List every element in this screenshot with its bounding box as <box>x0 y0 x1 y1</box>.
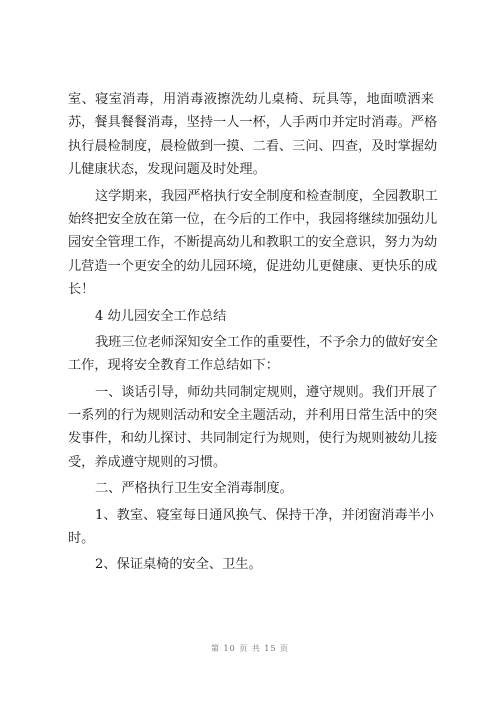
text-line: 受，养成遵守规则的习惯。 <box>68 454 227 470</box>
text-line: 发事件，和幼儿探讨、共同制定行为规则，使行为规则被幼儿接 <box>68 431 438 447</box>
text-line: 园安全管理工作，不断提高幼儿和教职工的安全意识，努力为幼 <box>68 235 438 251</box>
document-body <box>68 88 438 577</box>
section-heading: 4 幼儿园安全工作总结 <box>95 308 227 324</box>
text-line: 我班三位老师深知安全工作的重要性，不予余力的做好安全 <box>95 334 438 350</box>
text-line: 儿营造一个更安全的幼儿园环境，促进幼儿更健康、更快乐的成 <box>68 258 438 274</box>
text-line: 长！ <box>68 282 95 298</box>
text-line: 一、谈话引导，师幼共同制定规则，遵守规则。我们开展了 <box>95 384 438 400</box>
text-line: 一系列的行为规则活动和安全主题活动，并利用日常生活中的突 <box>68 408 438 424</box>
text-line: 这学期来，我园严格执行安全制度和检查制度，全园教职工 <box>95 188 438 204</box>
text-line: 2、保证桌椅的安全、卫生。 <box>95 557 262 573</box>
text-line: 时。 <box>68 531 95 547</box>
text-line: 始终把安全放在第一位，在今后的工作中，我园将继续加强幼儿 <box>68 211 438 227</box>
text-line: 室、寝室消毒，用消毒液擦洗幼儿桌椅、玩具等，地面喷洒来 <box>68 92 434 107</box>
text-line: 儿健康状态，发现问题及时处理。 <box>68 162 266 178</box>
text-line: 1、教室、寝室每日通风换气、保持干净，并闭窗消毒半小 <box>95 507 434 523</box>
text-line: 二、严格执行卫生安全消毒制度。 <box>95 481 293 497</box>
text-line: 执行晨检制度，晨检做到一摸、二看、三问、四查，及时掌握幼 <box>68 138 438 154</box>
page-number-footer: 第 10 页 共 15 页 <box>210 644 290 653</box>
text-line: 苏，餐具餐餐消毒，坚持一人一杯，人手两巾并定时消毒。严格 <box>68 115 438 131</box>
text-line: 工作，现将安全教育工作总结如下： <box>68 358 279 374</box>
